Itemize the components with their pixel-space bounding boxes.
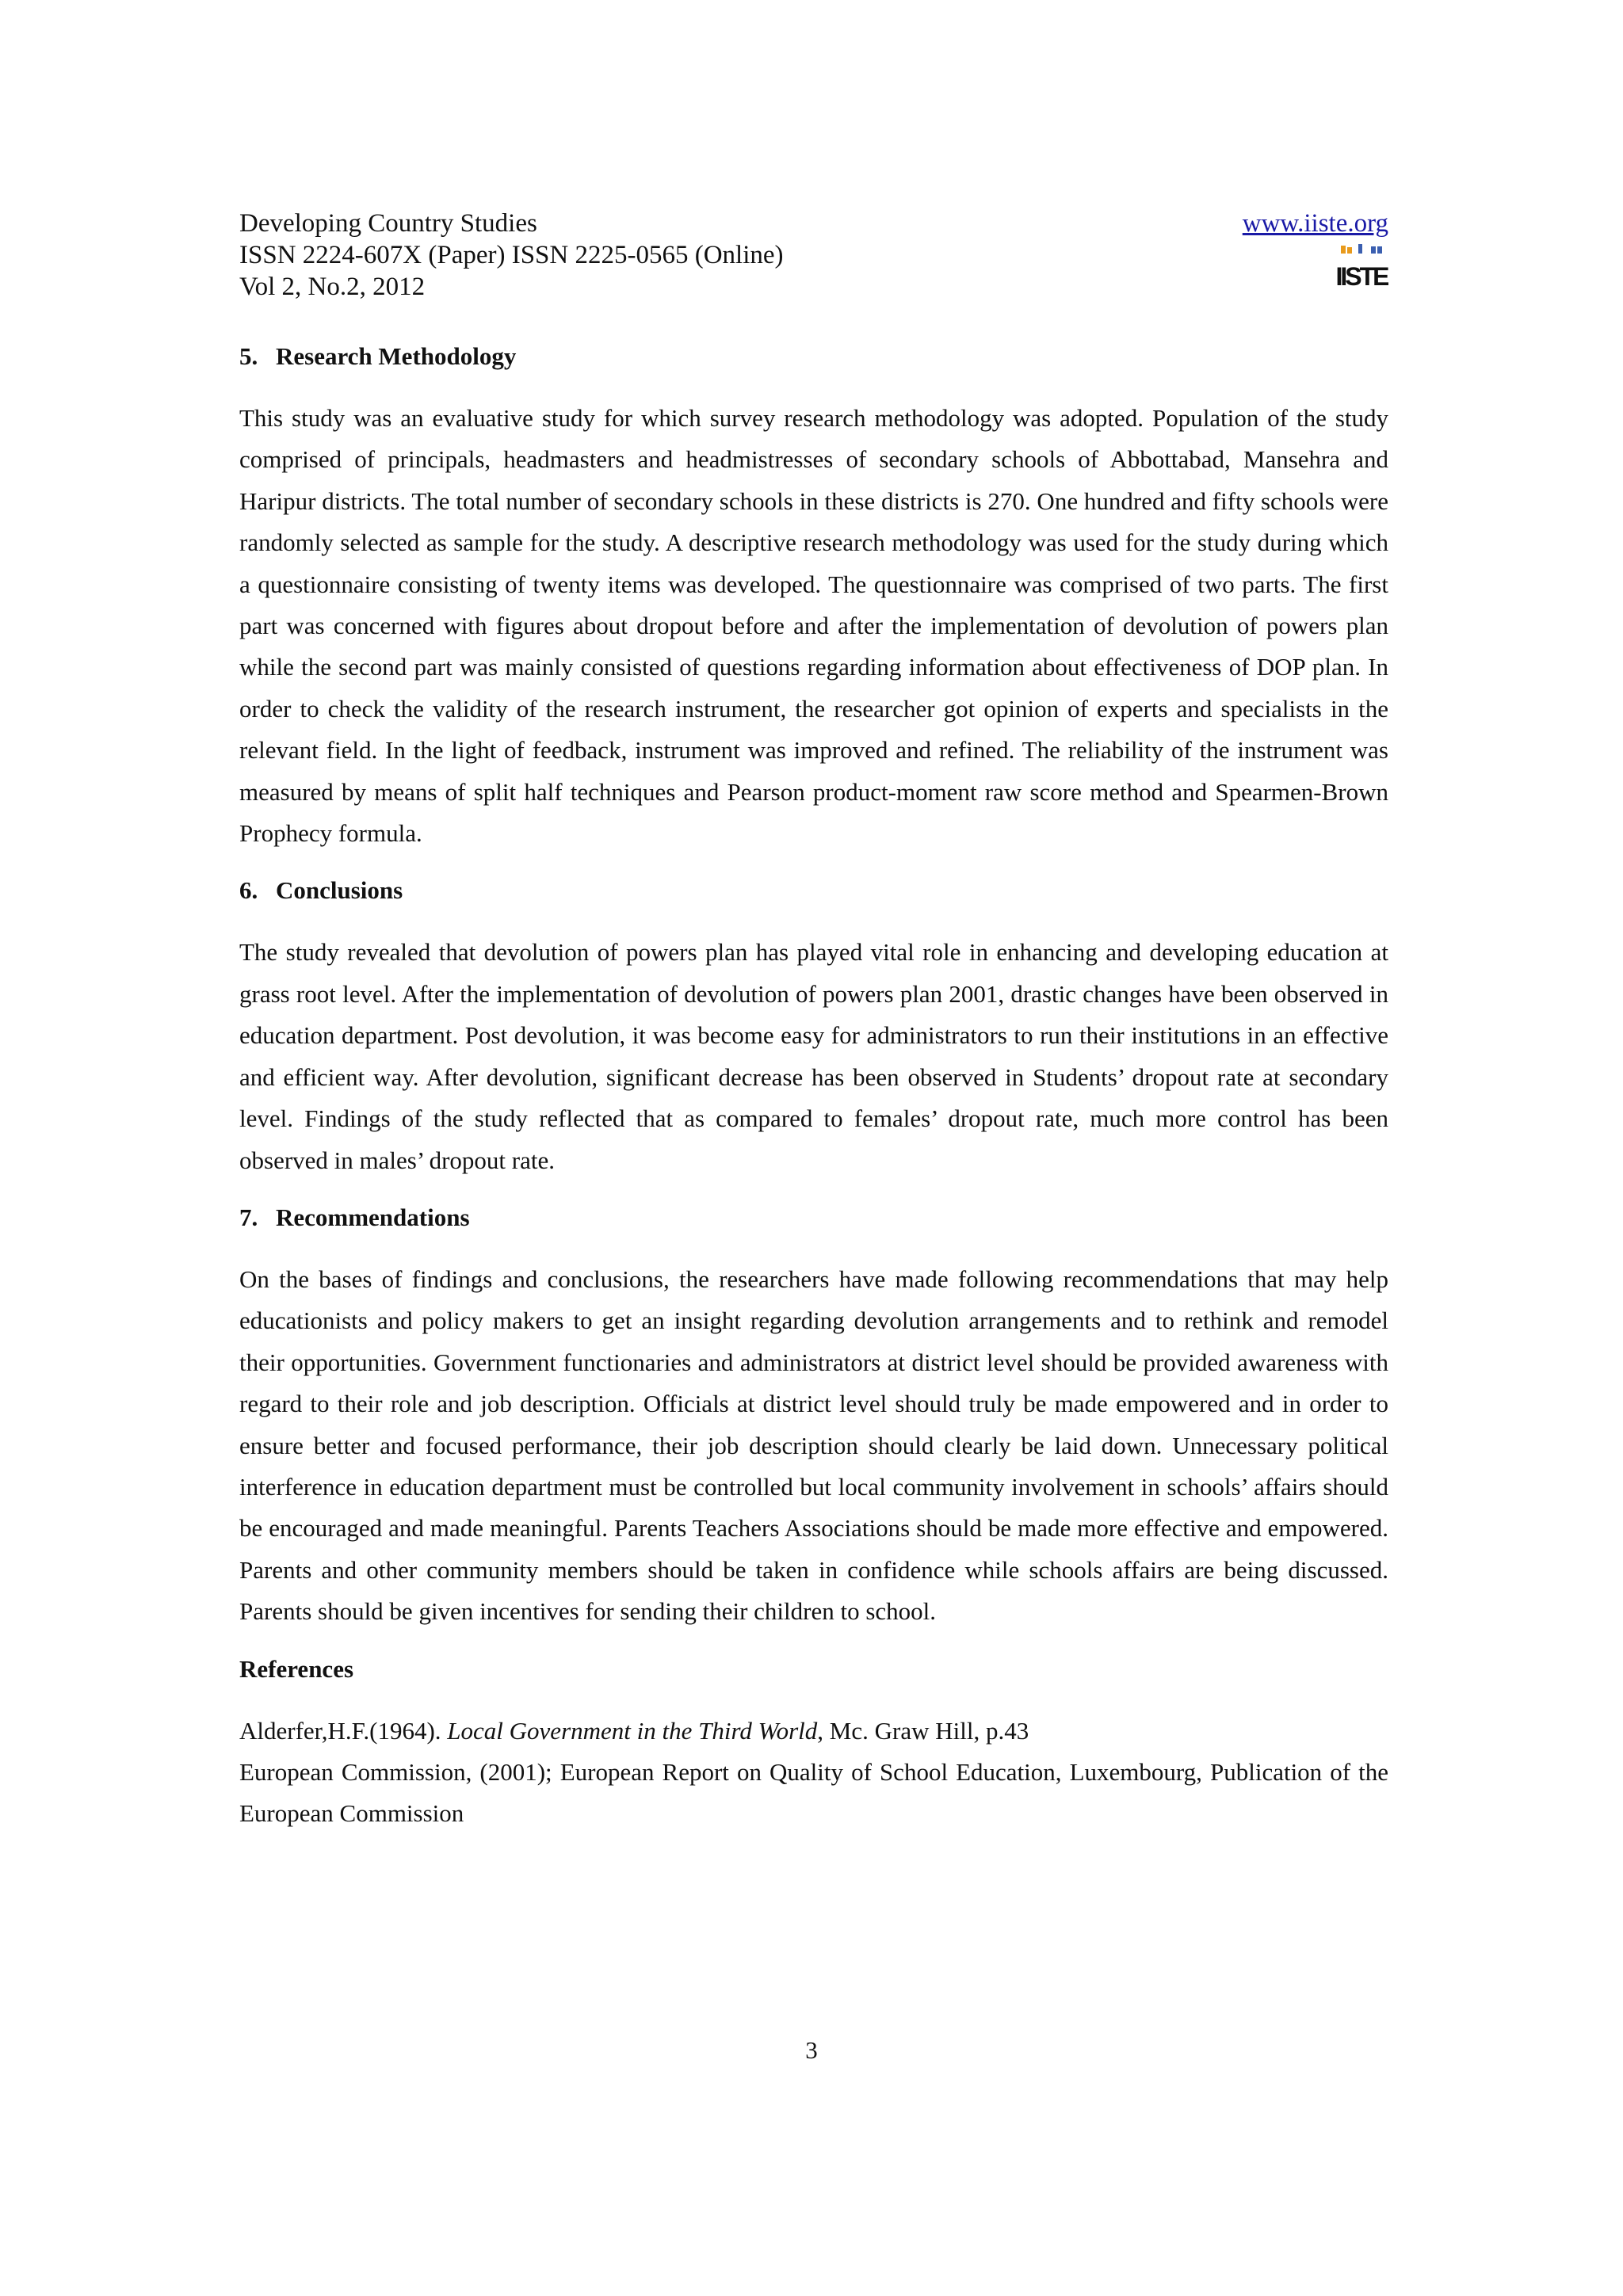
section-heading-conclusions: [239, 875, 1388, 906]
recommendations-paragraph: On the bases of findings and conclusions, the researchers have made following recommendations that may help educationists and policy makers to get an insight regarding devolution arrangements and to rethink and remodel their opportunities. Government functionaries and administrators at district level should be provided awareness with regard to their role and job description. Officials at district level should truly be made empowered and in order to ensure better and focused performance, their job description should clearly be laid down. Unnecessary political interference in education department must be controlled but local community involvement in schools’ affairs should be encouraged and made meaningful. Parents Teachers Associations should be made more effective and empowered. Parents and other community members should be taken in confidence while schools affairs are being discussed. Parents should be given incentives for sending their children to school.: [239, 1264, 1388, 1626]
reference-item: [239, 1752, 1388, 1835]
reference-text: European Commission, (2001); European Report on Quality of School Education, Luxembourg, Publication of the European Commission: [239, 1757, 1388, 1828]
journal-volume: Vol 2, No.2, 2012: [239, 273, 426, 301]
section-number: 7.: [239, 1203, 258, 1231]
logo-text: IISTE: [1335, 262, 1388, 291]
section-heading-research-methodology: [239, 341, 1388, 372]
publisher-block: [1243, 208, 1388, 293]
conclusions-paragraph: The study revealed that devolution of powers plan has played vital role in enhancing and developing education at grass root level. After the implementation of devolution of powers plan 2001, drastic changes have been observed in education department. Post devolution, it was become easy for administrators to run their institutions in an effective and efficient way. After devolution, significant decrease has been observed in Students’ dropout rate at secondary level. Findings of the study reflected that as compared to females’ dropout rate, much more control has been observed in males’ dropout rate.: [239, 938, 1388, 1174]
reference-text: , Mc. Graw Hill, p.43: [817, 1716, 1029, 1745]
website-link[interactable]: www.iiste.org: [1242, 209, 1388, 238]
research-methodology-paragraph: This study was an evaluative study for which survey research methodology was adopted. Population of the study comprised of principals, headmasters and headmistresses of secondary schools of Abbottabad, Mansehra and Haripur districts. The total number of secondary schools in these districts is 270. One hundred and fifty schools were randomly selected as sample for the study. A descriptive research methodology was used for the study during which a questionnaire consisting of twenty items was developed. The questionnaire was comprised of two parts. The first part was concerned with figures about dropout before and after the implementation of devolution of powers plan while the second part was mainly consisted of questions regarding information about effectiveness of DOP plan. In order to check the validity of the research instrument, the researcher got opinion of experts and specialists in the relevant field. In the light of feedback, instrument was improved and refined. The reliability of the instrument was measured by means of split half techniques and Pearson product-moment raw score method and Spearmen-Brown Prophecy formula.: [239, 404, 1388, 848]
journal-info: [239, 208, 1388, 303]
reference-text: Alderfer,H.F.(1964).: [239, 1716, 448, 1745]
page-number: 3: [805, 2036, 818, 2064]
section-number: 5.: [239, 342, 258, 370]
reference-list: [239, 1711, 1388, 1835]
section-title: Conclusions: [276, 876, 403, 905]
journal-issn: ISSN 2224-607X (Paper) ISSN 2225-0565 (Online): [239, 241, 784, 269]
reference-title: Local Government in the Third World: [447, 1716, 818, 1745]
section-number: 6.: [239, 876, 258, 905]
iiste-logo-icon: [1335, 244, 1388, 293]
section-title: Research Methodology: [276, 342, 517, 370]
section-heading-recommendations: [239, 1202, 1388, 1234]
references-heading: References: [239, 1654, 354, 1683]
running-header: [239, 208, 1388, 311]
section-title: Recommendations: [276, 1203, 470, 1231]
page-content: [239, 208, 1388, 1835]
journal-title: Developing Country Studies: [239, 209, 537, 238]
reference-item: [239, 1711, 1388, 1752]
